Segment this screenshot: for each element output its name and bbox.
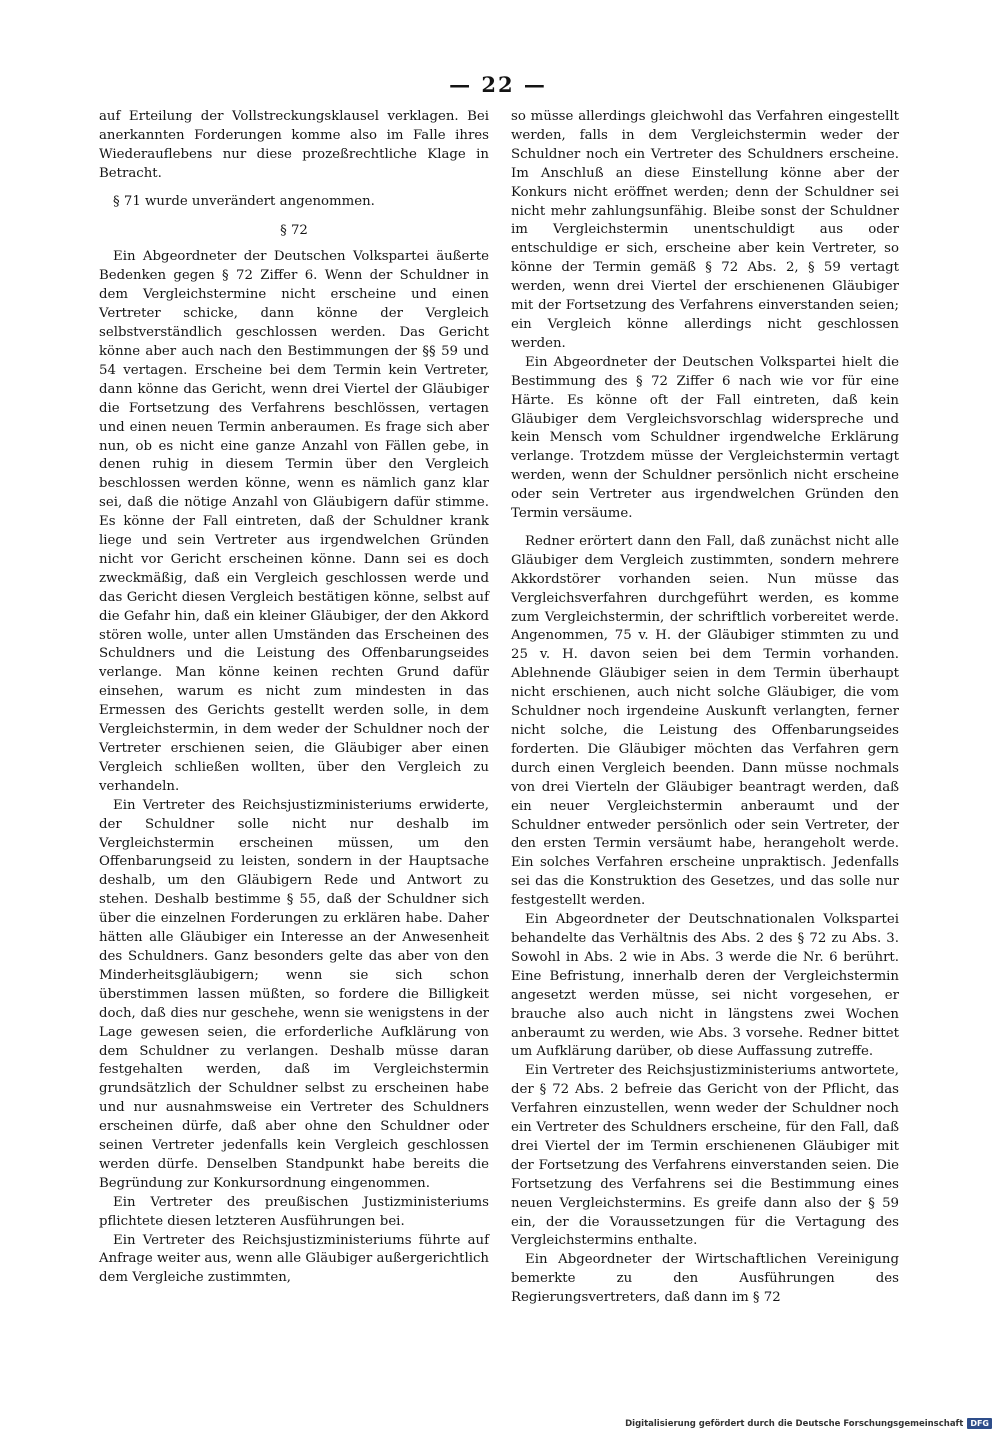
paragraph: Ein Vertreter des Reichsjustizministeriums erwiderte, der Schuldner solle nicht nur deshalb im Vergleichstermin erscheinen müssen, um den Offenbarungseid zu leisten, sondern in der Hauptsache deshalb, um den Gläubigern Rede und Antwort zu stehen. Deshalb bestimme § 55, daß der Schuldner sich über die einzelnen Forderungen zu erklären habe. Daher hätten alle Gläubiger ein Interesse an der Anwesenheit des Schuldners. Ganz besonders gelte das aber von den Minderheitsgläubigern; wenn sie sich schon überstimmen lassen müßten, so fordere die Billigkeit doch, daß dies nur geschehe, wenn sie wenigstens in der Lage gewesen seien, die erforderliche Aufklärung von dem Schuldner zu verlangen. Deshalb müsse daran festgehalten werden, daß im Vergleichstermin grundsätzlich der Schuldner selbst zu erscheinen habe und nur ausnahmsweise ein Vertreter des Schuldners erscheinen dürfe, daß aber ohne den Schuldner oder seinen Vertreter jedenfalls kein Vergleich geschlossen werden dürfe. Denselben Standpunkt habe bereits die Begründung zur Konkursordnung eingenommen.: [99, 797, 489, 1191]
paragraph: § 71 wurde unverändert angenommen.: [113, 193, 375, 209]
paragraph: Ein Abgeordneter der Deutschen Volkspartei hielt die Bestimmung des § 72 Ziffer 6 nach wie vor für eine Härte. Es könne oft der Fall eintreten, daß kein Gläubiger dem Vergleichsvorschlag widerspreche und kein Mensch vom Schuldner irgendwelche Erklärung verlange. Trotzdem müsse der Vergleichstermin vertagt werden, wenn der Schuldner persönlich nicht erscheine oder sein Vertreter aus irgendwelchen Gründen den Termin versäume.: [511, 354, 899, 522]
paragraph: Ein Abgeordneter der Wirtschaftlichen Vereinigung bemerkte zu den Ausführungen des Regierungsvertreters, daß dann im § 72: [511, 1252, 899, 1306]
page-number: — 22 —: [449, 72, 547, 97]
paragraph: auf Erteilung der Vollstreckungsklausel verklagen. Bei anerkannten Forderungen komme also im Falle ihres Wiederauflebens nur diese prozeßrechtliche Klage in Betracht.: [99, 109, 489, 181]
paragraph: Ein Vertreter des preußischen Justizministeriums pflichtete diesen letzteren Ausführungen bei.: [99, 1194, 489, 1229]
digitization-footer: [625, 1418, 992, 1429]
paragraph: so müsse allerdings gleichwohl das Verfahren eingestellt werden, falls in dem Vergleichstermin weder der Schuldner noch ein Vertreter des Schuldners erscheine. Im Anschluß an diese Einstellung könne aber der Konkurs nicht eröffnet werden; denn der Schuldner sei nicht mehr zahlungsunfähig. Bleibe sonst der Schuldner im Vergleichstermin unentschuldigt aus oder entschuldige er sich, erscheine aber kein Vertreter, so könne der Termin gemäß § 72 Abs. 2, § 59 vertagt werden, wenn drei Viertel der erschienenen Gläubiger mit der Fortsetzung des Verfahrens einverstanden seien; ein Vergleich könne allerdings nicht geschlossen werden.: [511, 109, 899, 351]
paragraph: Ein Vertreter des Reichsjustizministeriums antwortete, der § 72 Abs. 2 befreie das Gericht von der Pflicht, das Verfahren einzustellen, wenn weder der Schuldner noch ein Vertreter des Schuldners erscheine, für den Fall, daß drei Viertel der im Termin erschienenen Gläubiger mit der Fortsetzung des Verfahrens einverstanden seien. Die Fortsetzung des Verfahrens sei die Bestimmung eines neuen Vergleichstermins. Es greife dann also der § 59 ein, der die Voraussetzungen für die Vertagung des Vergleichstermins enthalte.: [511, 1063, 899, 1249]
right-column: [511, 108, 899, 1308]
dfg-logo: DFG: [967, 1418, 992, 1429]
paragraph: Ein Abgeordneter der Deutschnationalen Volkspartei behandelte das Verhältnis des Abs. 2 des § 72 zu Abs. 3. Sowohl in Abs. 2 wie in Abs. 3 werde die Nr. 6 berührt. Eine Befristung, innerhalb deren der Vergleichstermin angesetzt werden müsse, sei nicht vorgesehen, er brauche also auch nicht in längstens zwei Wochen anberaumt zu werden, wie Abs. 3 vorsehe. Redner bittet um Aufklärung darüber, ob diese Auffassung zutreffe.: [511, 912, 899, 1060]
footer-text: Digitalisierung gefördert durch die Deutsche Forschungsgemeinschaft: [625, 1418, 964, 1429]
paragraph: Ein Vertreter des Reichsjustizministeriums führte auf Anfrage weiter aus, wenn alle Gläubiger außergerichtlich dem Vergleiche zustimmten,: [99, 1232, 489, 1286]
paragraph: Redner erörtert dann den Fall, daß zunächst nicht alle Gläubiger dem Vergleich zustimmten, sondern mehrere Akkordstörer vorhanden seien. Nun müsse das Vergleichsverfahren durchgeführt werden, es komme zum Vergleichstermin, der schriftlich vorbereitet werde. Angenommen, 75 v. H. der Gläubiger stimmten zu und 25 v. H. davon seien bei dem Termin vorhanden. Ablehnende Gläubiger seien in dem Termin überhaupt nicht erschienen, auch nicht solche Gläubiger, die vom Schuldner noch irgendeine Auskunft verlangten, ferner nicht solche, die Leistung des Offenbarungseides forderten. Die Gläubiger möchten das Verfahren gern durch einen Vergleich beenden. Dann müsse nochmals von drei Vierteln der Gläubiger beantragt werden, daß ein neuer Vergleichstermin anberaumt und der Schuldner entweder persönlich oder sein Vertreter, der den ersten Termin versäumt habe, herangeholt werde. Ein solches Verfahren erscheine unpraktisch. Jedenfalls sei das die Konstruktion des Gesetzes, und das solle nur festgestellt werden.: [511, 533, 899, 909]
paragraph: Ein Abgeordneter der Deutschen Volkspartei äußerte Bedenken gegen § 72 Ziffer 6. Wenn der Schuldner in dem Vergleichstermine nicht erscheine und einen Vertreter schicke, dann könne der Vergleich selbstverständlich geschlossen werden. Das Gericht könne aber auch nach den Bestimmungen der §§ 59 und 54 vertagen. Erscheine bei dem Termin kein Vertreter, dann könne das Gericht, wenn drei Viertel der Gläubiger die Fortsetzung des Verfahrens beschlössen, vertagen und einen neuen Termin anberaumen. Es frage sich aber nun, ob es nicht eine ganze Anzahl von Fällen gebe, in denen ruhig in diesem Termin über den Vergleich beschlossen werden könne, wenn es nämlich ganz klar sei, daß die nötige Anzahl von Gläubigern dafür stimme. Es könne der Fall eintreten, daß der Schuldner krank liege und sein Vertreter aus irgendwelchen Gründen nicht vor Gericht erscheinen könne. Dann sei es doch zweckmäßig, daß ein Vergleich geschlossen werde und das Gericht diesen Vergleich bestätigen könne, selbst auf die Gefahr hin, daß ein kleiner Gläubiger, der den Akkord stören wolle, unter allen Umständen das Erscheinen des Schuldners und die Leistung des Offenbarungseides verlange. Man könne keinen rechten Grund dafür einsehen, warum es nicht zum mindesten in das Ermessen des Gerichts gestellt werden solle, in dem Vergleichstermin, in dem weder der Schuldner noch der Vertreter erschienen seien, die Gläubiger aber einen Vergleich schließen wollten, über den Vergleich zu verhandeln.: [99, 249, 489, 794]
left-column: [99, 108, 489, 1288]
section-heading: § 72: [280, 222, 308, 238]
